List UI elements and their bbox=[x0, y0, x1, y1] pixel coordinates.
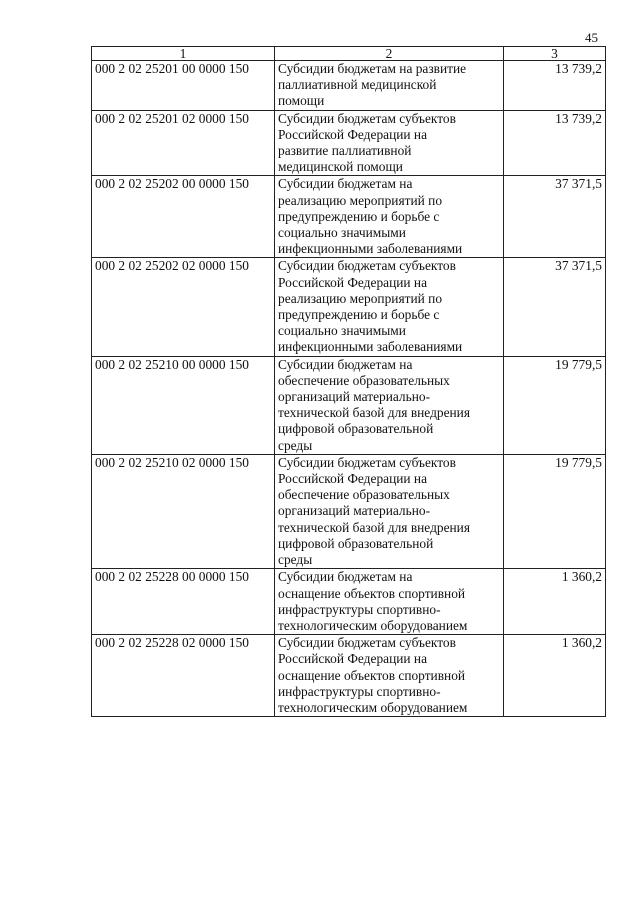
description-line: Субсидии бюджетам субъектов bbox=[278, 258, 456, 274]
description-line: предупреждению и борьбе с bbox=[278, 307, 440, 323]
description-line: цифровой образовательной bbox=[278, 421, 434, 437]
description-line: инфраструктуры спортивно- bbox=[278, 601, 441, 617]
table-row bbox=[92, 569, 606, 635]
description-line: социально значимыми bbox=[278, 225, 406, 241]
description-line: предупреждению и борьбе с bbox=[278, 208, 440, 224]
description-line: среды bbox=[278, 552, 313, 568]
amount-cell: 37 371,5 bbox=[504, 176, 606, 258]
description-line: среды bbox=[278, 437, 313, 453]
description-line: технической базой для внедрения bbox=[278, 519, 471, 535]
description-line: инфекционными заболеваниями bbox=[278, 339, 463, 355]
budget-code-cell: 000 2 02 25228 00 0000 150 bbox=[92, 569, 275, 635]
table-row bbox=[92, 176, 606, 258]
description-line: паллиативной медицинской bbox=[278, 77, 437, 93]
column-header-description: 2 bbox=[275, 47, 504, 61]
budget-code-cell: 000 2 02 25201 00 0000 150 bbox=[92, 61, 275, 111]
budget-code-cell: 000 2 02 25201 02 0000 150 bbox=[92, 110, 275, 176]
description-line: социально значимыми bbox=[278, 323, 406, 339]
column-header-amount: 3 bbox=[504, 47, 606, 61]
description-line: Субсидии бюджетам субъектов bbox=[278, 454, 456, 470]
description-cell bbox=[275, 454, 504, 568]
description-line: технической базой для внедрения bbox=[278, 405, 471, 421]
column-header-code: 1 bbox=[92, 47, 275, 61]
budget-code-cell: 000 2 02 25210 02 0000 150 bbox=[92, 454, 275, 568]
budget-code-cell: 000 2 02 25202 02 0000 150 bbox=[92, 258, 275, 356]
page-number: 45 bbox=[585, 30, 598, 45]
description-line: Российской Федерации на bbox=[278, 126, 428, 142]
amount-cell: 13 739,2 bbox=[504, 110, 606, 176]
budget-table bbox=[91, 46, 606, 717]
description-line: обеспечение образовательных bbox=[278, 487, 450, 503]
table-row bbox=[92, 635, 606, 717]
description-cell bbox=[275, 258, 504, 356]
table-row bbox=[92, 356, 606, 454]
budget-code-cell: 000 2 02 25202 00 0000 150 bbox=[92, 176, 275, 258]
amount-cell: 37 371,5 bbox=[504, 258, 606, 356]
description-line: Российской Федерации на bbox=[278, 274, 428, 290]
description-cell bbox=[275, 356, 504, 454]
description-line: Субсидии бюджетам субъектов bbox=[278, 110, 456, 126]
description-line: Российской Федерации на bbox=[278, 651, 428, 667]
description-line: Субсидии бюджетам на bbox=[278, 356, 413, 372]
amount-cell: 19 779,5 bbox=[504, 454, 606, 568]
description-line: Субсидии бюджетам на bbox=[278, 569, 413, 585]
budget-code-cell: 000 2 02 25228 02 0000 150 bbox=[92, 635, 275, 717]
description-line: Субсидии бюджетам на развитие bbox=[278, 61, 467, 76]
description-line: Субсидии бюджетам субъектов bbox=[278, 635, 456, 651]
description-line: Субсидии бюджетам на bbox=[278, 176, 413, 192]
table-body bbox=[92, 61, 606, 717]
table-row bbox=[92, 61, 606, 111]
table-row bbox=[92, 258, 606, 356]
description-line: инфраструктуры спортивно- bbox=[278, 683, 441, 699]
description-line: обеспечение образовательных bbox=[278, 372, 450, 388]
description-line: технологическим оборудованием bbox=[278, 617, 468, 633]
description-line: оснащение объектов спортивной bbox=[278, 667, 466, 683]
description-line: реализацию мероприятий по bbox=[278, 192, 443, 208]
description-cell bbox=[275, 110, 504, 176]
table-row bbox=[92, 454, 606, 568]
table-header-row bbox=[92, 47, 606, 61]
description-line: реализацию мероприятий по bbox=[278, 290, 443, 306]
description-line: организаций материально- bbox=[278, 503, 431, 519]
description-line: Российской Федерации на bbox=[278, 471, 428, 487]
description-cell bbox=[275, 61, 504, 111]
description-cell bbox=[275, 635, 504, 717]
description-line: развитие паллиативной bbox=[278, 143, 412, 159]
description-line: инфекционными заболеваниями bbox=[278, 241, 463, 257]
description-line: технологическим оборудованием bbox=[278, 699, 468, 715]
description-line: цифровой образовательной bbox=[278, 535, 434, 551]
description-line: организаций материально- bbox=[278, 389, 431, 405]
amount-cell: 1 360,2 bbox=[504, 569, 606, 635]
amount-cell: 13 739,2 bbox=[504, 61, 606, 111]
description-line: медицинской помощи bbox=[278, 159, 403, 175]
table-row bbox=[92, 110, 606, 176]
amount-cell: 19 779,5 bbox=[504, 356, 606, 454]
description-line: оснащение объектов спортивной bbox=[278, 585, 466, 601]
description-cell bbox=[275, 176, 504, 258]
budget-code-cell: 000 2 02 25210 00 0000 150 bbox=[92, 356, 275, 454]
description-line: помощи bbox=[278, 93, 325, 109]
description-cell bbox=[275, 569, 504, 635]
amount-cell: 1 360,2 bbox=[504, 635, 606, 717]
